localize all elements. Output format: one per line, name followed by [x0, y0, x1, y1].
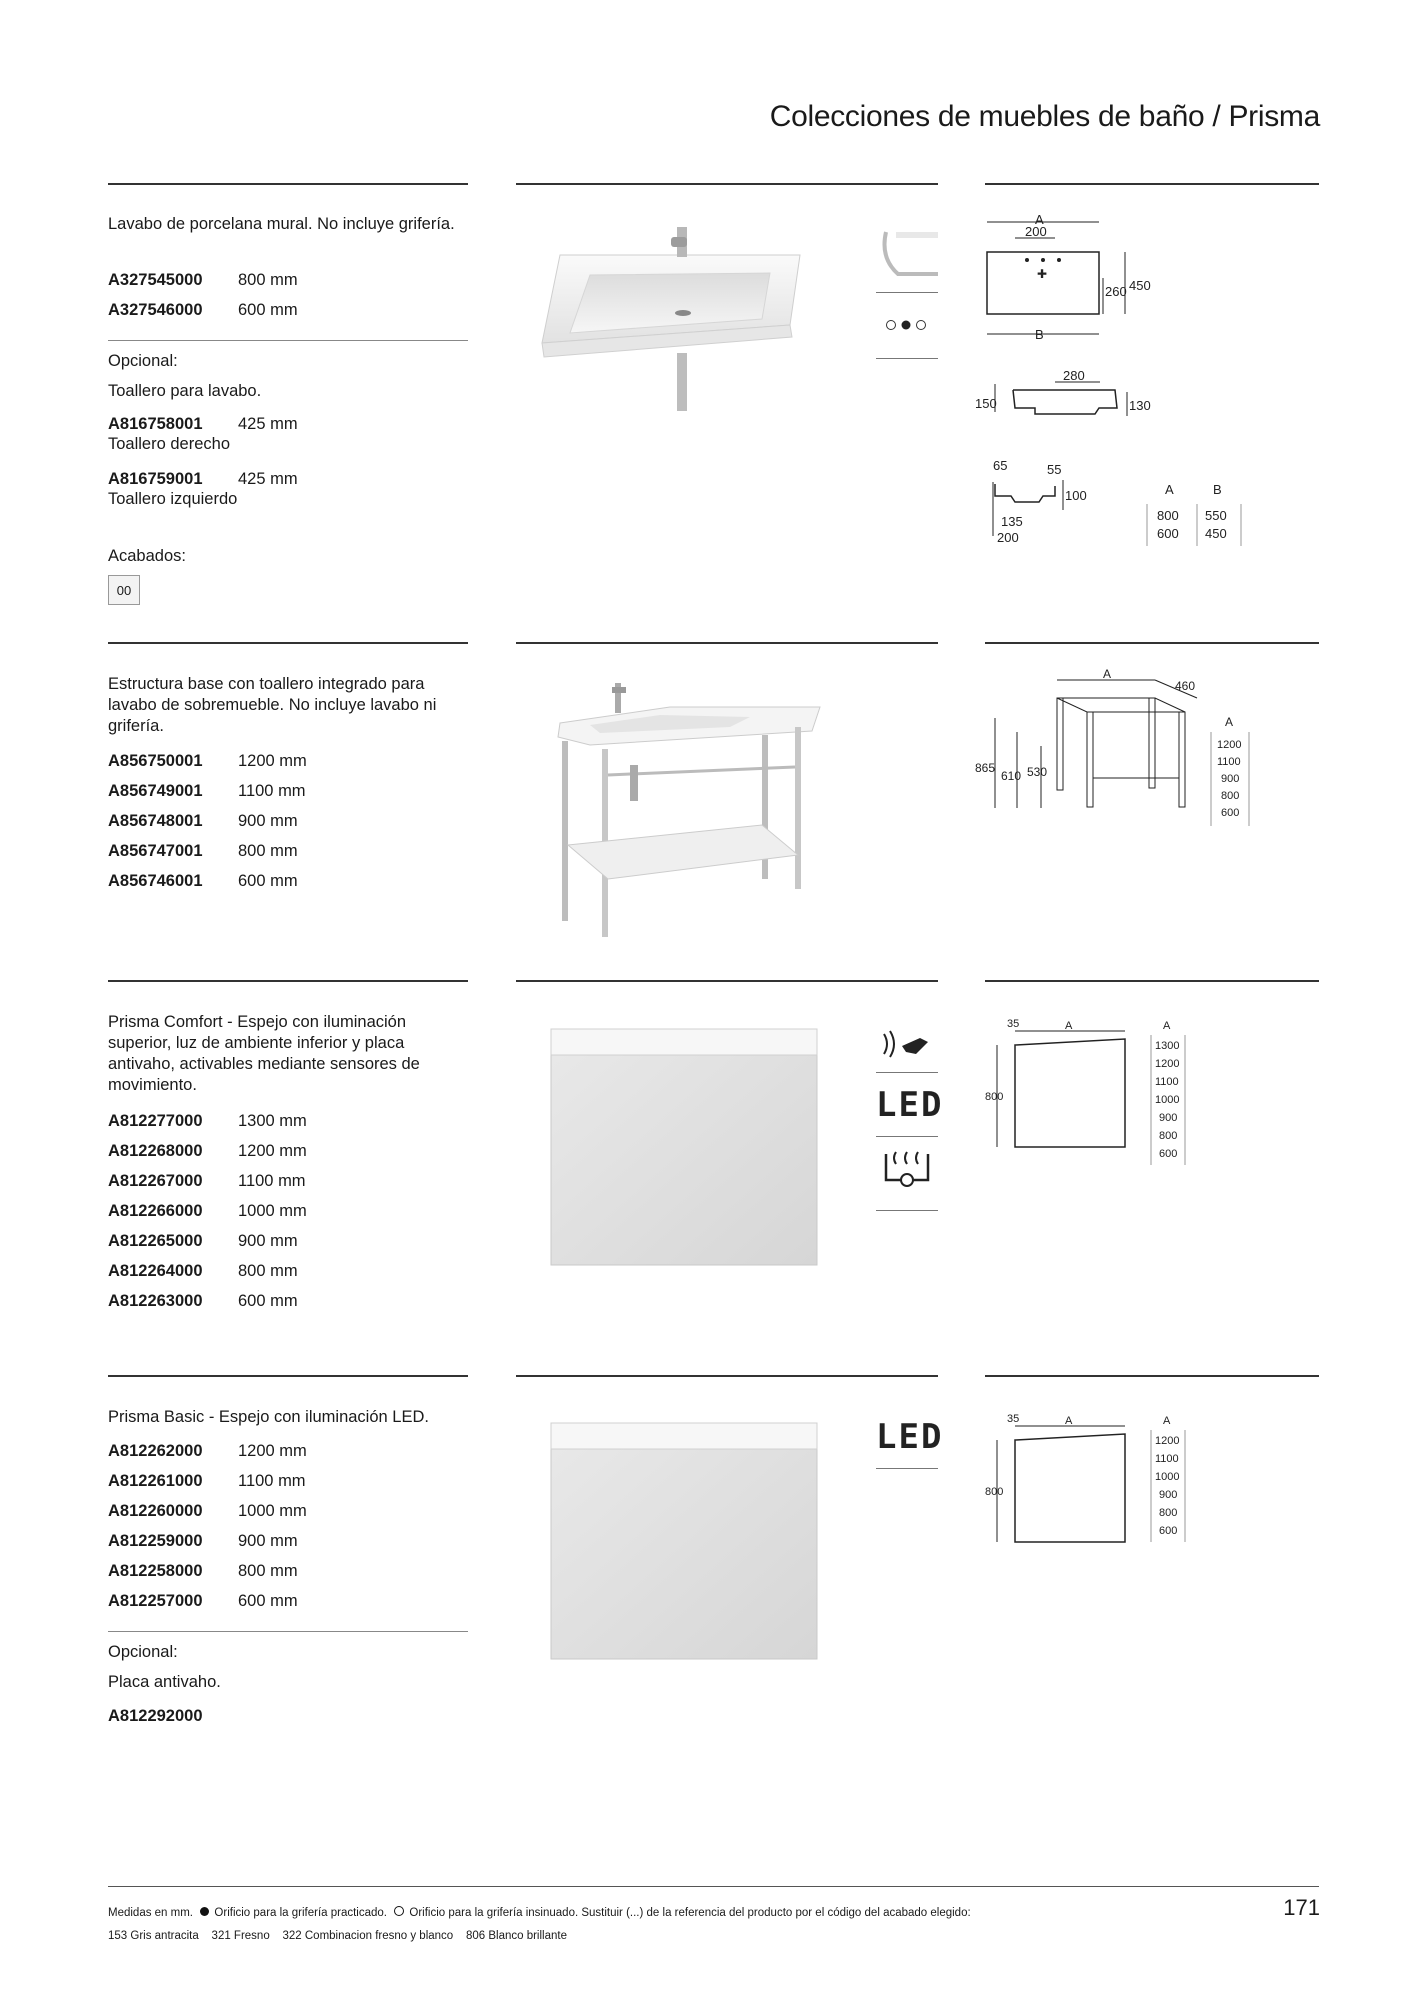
optional-description: Placa antivaho. [108, 1673, 221, 1691]
product-size: 1200 mm [238, 751, 307, 770]
mirror-basic-technical-drawing [985, 1410, 1225, 1560]
section-divider [985, 642, 1319, 644]
product-code: A812259000 [108, 1531, 203, 1550]
product-code: A856746001 [108, 871, 203, 890]
dim-label: 280 [1063, 368, 1085, 383]
size-cell: 1200 [1217, 739, 1242, 751]
size-cell: 900 [1221, 773, 1240, 785]
dim-label: 530 [1027, 765, 1048, 779]
icon-divider [876, 1210, 938, 1211]
product-size: 425 mm [238, 469, 298, 488]
section-divider [108, 1375, 468, 1377]
svg-text:✚: ✚ [1037, 267, 1048, 281]
dim-label-a: A [1035, 212, 1044, 227]
size-cell: 1100 [1155, 1076, 1179, 1088]
size-cell: 800 [1159, 1130, 1178, 1142]
dim-label: 100 [1065, 488, 1087, 503]
dim-label: 130 [1129, 398, 1151, 413]
table-cell: 800 [1157, 508, 1179, 523]
dim-label-b: B [1035, 327, 1044, 342]
product-list [108, 746, 307, 896]
page-title: Colecciones de muebles de baño / Prisma [769, 100, 1320, 133]
page-number: 171 [1283, 1895, 1320, 1920]
optional-label: Opcional: [108, 352, 178, 370]
product-row [108, 746, 307, 776]
optional-item [108, 468, 298, 509]
section-divider [108, 183, 468, 185]
mirror-basic-image [550, 1422, 820, 1662]
product-description: Lavabo de porcelana mural. No incluye grifería. [108, 215, 455, 233]
product-size: 1000 mm [238, 1201, 307, 1220]
finish-swatch[interactable]: 00 [108, 575, 140, 605]
dim-label: 260 [1105, 284, 1127, 299]
product-code: A816758001 [108, 414, 203, 433]
table-head: B [1213, 482, 1222, 497]
product-row [108, 1556, 307, 1586]
footer-divider [108, 1886, 1319, 1887]
section-divider [108, 642, 468, 644]
optional-item [108, 413, 298, 454]
filled-dot-icon [200, 1907, 209, 1916]
product-code: A812260000 [108, 1501, 203, 1520]
optional-divider [108, 1631, 468, 1632]
product-size: 600 mm [238, 1591, 298, 1610]
dim-label: 800 [985, 1486, 1004, 1498]
product-code: A812268000 [108, 1141, 203, 1160]
dim-label: 460 [1175, 679, 1196, 693]
size-cell: 1100 [1217, 756, 1241, 768]
dim-label: 65 [993, 458, 1008, 473]
product-description: Estructura base con toallero integrado para lavabo de sobremueble. No incluye lavabo ni grifería. [108, 675, 437, 735]
dim-label: 865 [975, 761, 996, 775]
product-code: A812267000 [108, 1171, 203, 1190]
footer-legend [108, 1906, 971, 1919]
tap-hole-dots-icon [885, 318, 929, 332]
product-size: 1100 mm [238, 781, 306, 800]
product-description: Prisma Basic - Espejo con iluminación LED. [108, 1408, 429, 1426]
product-row [108, 1106, 307, 1136]
product-description: Prisma Comfort - Espejo con iluminación superior, luz de ambiente inferior y placa antivaho, activables mediante sensores de movimiento. [108, 1013, 420, 1094]
led-icon: LED [876, 1417, 944, 1457]
size-cell: 800 [1221, 790, 1240, 802]
optional-description: Toallero para lavabo. [108, 382, 262, 400]
size-cell: 800 [1159, 1507, 1178, 1519]
dim-label-a: A [1065, 1020, 1073, 1032]
product-list [108, 1106, 307, 1316]
product-size: 900 mm [238, 1531, 298, 1550]
product-code: A812258000 [108, 1561, 203, 1580]
product-size: 1100 mm [238, 1471, 306, 1490]
section-divider [985, 1375, 1319, 1377]
icon-divider [876, 1136, 938, 1137]
size-cell: 1300 [1155, 1040, 1180, 1052]
product-size: 600 mm [238, 1291, 298, 1310]
empty-dot-icon [394, 1906, 404, 1916]
mirror-comfort-image [550, 1028, 820, 1268]
section-divider [516, 183, 938, 185]
size-cell: 600 [1221, 807, 1240, 819]
product-row [108, 1136, 307, 1166]
product-code: A856749001 [108, 781, 203, 800]
size-cell: 1200 [1155, 1435, 1180, 1447]
product-size: 1200 mm [238, 1141, 307, 1160]
product-code: A812277000 [108, 1111, 203, 1130]
product-row [108, 1256, 307, 1286]
product-row [108, 776, 307, 806]
dim-label: 55 [1047, 462, 1062, 477]
product-code: A856747001 [108, 841, 203, 860]
base-structure-image [550, 675, 840, 945]
size-cell: 900 [1159, 1489, 1178, 1501]
dim-label: 610 [1001, 769, 1022, 783]
dim-label: 800 [985, 1091, 1004, 1103]
product-row [108, 806, 307, 836]
motion-sensor-icon [876, 1022, 938, 1066]
icon-divider [876, 1468, 938, 1469]
product-row [108, 1196, 307, 1226]
product-code: A327545000 [108, 270, 203, 289]
product-row [108, 1436, 307, 1466]
section-divider [516, 980, 938, 982]
dim-label: 35 [1007, 1413, 1020, 1425]
optional-note: Toallero derecho [108, 435, 230, 453]
size-cell: 600 [1159, 1525, 1178, 1537]
product-size: 600 mm [238, 871, 298, 890]
footer-practiced: Orificio para la grifería practicado. [214, 1907, 387, 1919]
product-code: A812265000 [108, 1231, 203, 1250]
product-code: A327546000 [108, 300, 203, 319]
dim-label: 150 [975, 396, 997, 411]
product-size: 1100 mm [238, 1171, 306, 1190]
dim-label-a: A [1103, 668, 1112, 681]
size-cell: 1200 [1155, 1058, 1180, 1070]
product-code: A812266000 [108, 1201, 203, 1220]
basin-technical-drawing [975, 212, 1275, 552]
product-list [108, 1436, 307, 1616]
dim-label: 450 [1129, 278, 1151, 293]
product-size: 900 mm [238, 1231, 298, 1250]
dim-label-a: A [1163, 1415, 1171, 1427]
product-code: A816759001 [108, 469, 203, 488]
footer-insinuated: Orificio para la grifería insinuado. Sustituir (...) de la referencia del producto por el código del acabado elegido: [409, 1907, 971, 1919]
product-size: 1000 mm [238, 1501, 307, 1520]
product-code: A812263000 [108, 1291, 203, 1310]
section-divider [108, 980, 468, 982]
optional-divider [108, 340, 468, 341]
product-row [108, 265, 298, 295]
product-row [108, 836, 307, 866]
dim-label: 200 [997, 530, 1019, 545]
product-list [108, 265, 298, 325]
product-code: A856750001 [108, 751, 203, 770]
product-size: 1200 mm [238, 1441, 307, 1460]
product-size: 800 mm [238, 1261, 298, 1280]
washbasin-image [530, 215, 830, 415]
product-row [108, 1526, 307, 1556]
section-divider [516, 642, 938, 644]
product-size: 800 mm [238, 1561, 298, 1580]
product-code: A856748001 [108, 811, 203, 830]
section-divider [985, 980, 1319, 982]
optional-label: Opcional: [108, 1643, 178, 1661]
dim-label: 200 [1025, 224, 1047, 239]
size-cell: 1100 [1155, 1453, 1179, 1465]
section-divider [985, 183, 1319, 185]
icon-divider [876, 292, 938, 293]
table-cell: 600 [1157, 526, 1179, 541]
table-cell: 450 [1205, 526, 1227, 541]
product-row [108, 1166, 307, 1196]
dim-label: 135 [1001, 514, 1023, 529]
product-size: 900 mm [238, 811, 298, 830]
product-size: 800 mm [238, 270, 298, 289]
product-row [108, 1286, 307, 1316]
product-code: A812262000 [108, 1441, 203, 1460]
footer-units: Medidas en mm. [108, 1907, 194, 1919]
product-code: A812261000 [108, 1471, 203, 1490]
finishes-label: Acabados: [108, 547, 186, 565]
antifog-icon [882, 1148, 932, 1192]
size-cell: 900 [1159, 1112, 1178, 1124]
product-row [108, 866, 307, 896]
icon-divider [876, 358, 938, 359]
size-cell: 1000 [1155, 1094, 1180, 1106]
size-cell: 600 [1159, 1148, 1178, 1160]
product-size: 425 mm [238, 414, 298, 433]
product-size: 1300 mm [238, 1111, 307, 1130]
product-code: A812292000 [108, 1707, 203, 1725]
product-row [108, 1226, 307, 1256]
dim-label-a: A [1065, 1415, 1073, 1427]
product-code: A812264000 [108, 1261, 203, 1280]
towel-rail-thumbnail [876, 218, 938, 280]
structure-technical-drawing [975, 668, 1275, 843]
led-icon: LED [876, 1085, 944, 1125]
dim-label-a: A [1225, 715, 1234, 729]
optional-note: Toallero izquierdo [108, 490, 238, 508]
footer-finish-codes: 153 Gris antracita 321 Fresno 322 Combinacion fresno y blanco 806 Blanco brillante [108, 1930, 567, 1942]
table-head: A [1165, 482, 1174, 497]
product-code: A812257000 [108, 1591, 203, 1610]
section-divider [516, 1375, 938, 1377]
product-row [108, 1466, 307, 1496]
table-cell: 550 [1205, 508, 1227, 523]
mirror-comfort-technical-drawing [985, 1015, 1225, 1165]
icon-divider [876, 1072, 938, 1073]
product-row [108, 295, 298, 325]
product-row [108, 1586, 307, 1616]
dim-label-a: A [1163, 1020, 1171, 1032]
product-size: 800 mm [238, 841, 298, 860]
product-size: 600 mm [238, 300, 298, 319]
product-row [108, 1496, 307, 1526]
dim-label: 35 [1007, 1018, 1020, 1030]
size-cell: 1000 [1155, 1471, 1180, 1483]
